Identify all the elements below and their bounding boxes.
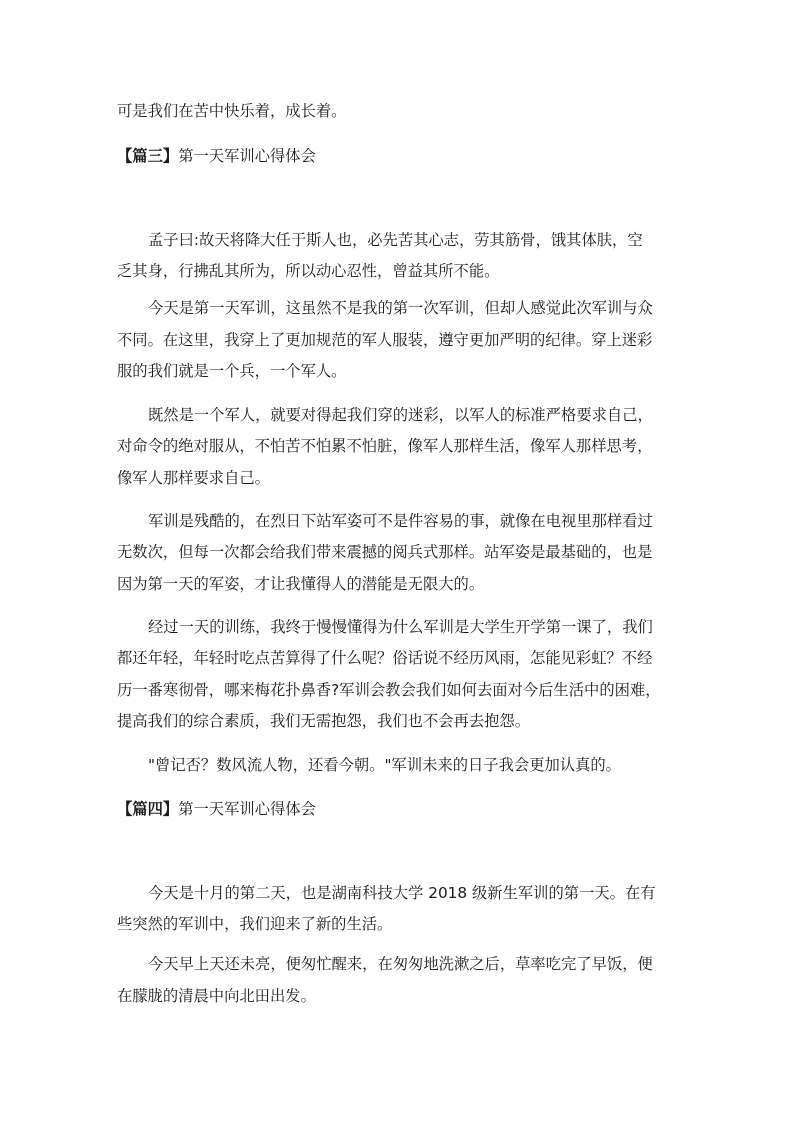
section-title: 第一天军训心得体会 xyxy=(178,800,316,818)
section-heading xyxy=(117,146,316,166)
paragraph-line: 提高我们的综合素质，我们无需抱怨，我们也不会再去抱怨。 xyxy=(117,712,531,730)
paragraph-line: "曾记否？数风流人物，还看今朝。"军训未来的日子我会更加认真的。 xyxy=(148,756,621,774)
section-heading xyxy=(117,799,316,819)
paragraph-line: 今天早上天还未亮，便匆忙醒来，在匆匆地洗漱之后，草率吃完了早饭，便 xyxy=(148,955,653,973)
paragraph-line: 都还年轻，年轻时吃点苦算得了什么呢？俗话说不经历风雨，怎能见彩虹？不经 xyxy=(117,649,653,667)
paragraph-line: 像军人那样要求自己。 xyxy=(117,469,270,487)
paragraph-line: 今天是十月的第二天，也是湖南科技大学 2018 级新生军训的第一天。在有 xyxy=(148,884,656,902)
paragraph-line: 不同。在这里，我穿上了更加规范的军人服装，遵守更加严明的纪律。穿上迷彩 xyxy=(117,331,653,349)
section-tag: 【篇三】 xyxy=(117,147,179,165)
paragraph-line: 孟子曰:故天将降大任于斯人也，必先苦其心志，劳其筋骨，饿其体肤，空 xyxy=(148,231,643,249)
paragraph-line: 在朦胧的清晨中向北田出发。 xyxy=(117,987,316,1005)
paragraph-line: 既然是一个军人，就要对得起我们穿的迷彩，以军人的标准严格要求自己， xyxy=(148,406,653,424)
paragraph-line: 军训是残酷的，在烈日下站军姿可不是件容易的事，就像在电视里那样看过 xyxy=(148,512,653,530)
paragraph-line: 服的我们就是一个兵，一个军人。 xyxy=(117,362,347,380)
section-tag: 【篇四】 xyxy=(117,800,179,818)
paragraph-line: 今天是第一天军训，这虽然不是我的第一次军训，但却人感觉此次军训与众 xyxy=(148,299,653,317)
paragraph-line: 经过一天的训练，我终于慢慢懂得为什么军训是大学生开学第一课了，我们 xyxy=(148,618,653,636)
section-title: 第一天军训心得体会 xyxy=(178,147,316,165)
paragraph-line: 些突然的军训中，我们迎来了新的生活。 xyxy=(117,915,393,933)
paragraph-line: 历一番寒彻骨，哪来梅花扑鼻香?军训会教会我们如何去面对今后生活中的困难， xyxy=(117,681,661,699)
paragraph-line: 因为第一天的军姿，才让我懂得人的潜能是无限大的。 xyxy=(117,575,485,593)
paragraph-line: 乏其身，行拂乱其所为，所以动心忍性，曾益其所不能。 xyxy=(117,262,500,280)
paragraph-line: 对命令的绝对服从，不怕苦不怕累不怕脏，像军人那样生活，像军人那样思考， xyxy=(117,437,653,455)
paragraph-line: 可是我们在苦中快乐着，成长着。 xyxy=(117,102,347,120)
paragraph-line: 无数次，但每一次都会给我们带来震撼的阅兵式那样。站军姿是最基础的，也是 xyxy=(117,543,653,561)
